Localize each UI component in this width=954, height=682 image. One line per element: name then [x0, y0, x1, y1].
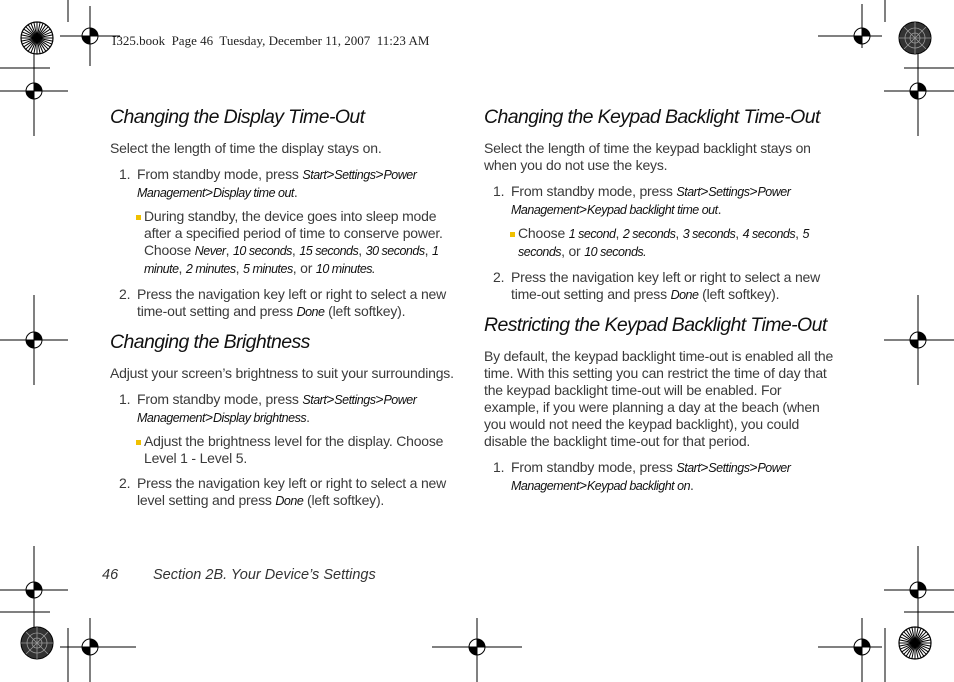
bullet-item: During standby, the device goes into sleep mode after a specified period of time to conserve power. Choose Never, 10 seconds, 15 seconds, 30 seconds, 1 minute, 2 minutes, 5 minutes, or 10 minutes. — [110, 208, 466, 278]
page-number: 46 — [102, 567, 119, 583]
intro-text: Select the length of time the display stays on. — [110, 140, 382, 156]
section-title-display-timeout: Changing the Display Time-Out — [110, 106, 365, 128]
bullet-item: Choose 1 second, 2 seconds, 3 seconds, 4 seconds, 5 seconds, or 10 seconds. — [484, 225, 840, 261]
section-title-brightness: Changing the Brightness — [110, 331, 310, 353]
print-header: I325.book Page 46 Tuesday, December 11, 2007 11:23 AM — [112, 33, 430, 48]
bullet-square-icon — [136, 215, 141, 220]
step-1: 1. From standby mode, press Start>Settings>Power Management>Keypad backlight on. — [493, 459, 791, 493]
section-title-keypad-backlight-timeout: Changing the Keypad Backlight Time-Out — [484, 106, 820, 128]
step-2: 2. Press the navigation key left or right to select a new level setting and press Done (left softkey). — [119, 475, 447, 508]
intro-text: Select the length of time the keypad backlight stays on when you do not use the keys. — [484, 140, 811, 173]
step-2: 2. Press the navigation key left or right to select a new time-out setting and press Done (left softkey). — [493, 269, 821, 302]
bullet-item: Adjust the brightness level for the display. Choose Level 1 - Level 5. — [110, 433, 466, 467]
step-1: 1. From standby mode, press Start>Settings>Power Management>Display time out. — [119, 166, 417, 200]
step-1: 1. From standby mode, press Start>Settings>Power Management>Keypad backlight time out. — [493, 183, 791, 217]
right-column — [484, 104, 840, 503]
step-2: 2. Press the navigation key left or right to select a new time-out setting and press Done (left softkey). — [119, 286, 447, 319]
intro-text: Adjust your screen’s brightness to suit your surroundings. — [110, 365, 454, 381]
step-1: 1. From standby mode, press Start>Settings>Power Management>Display brightness. — [119, 391, 417, 425]
bullet-square-icon — [510, 232, 515, 237]
bullet-square-icon — [136, 440, 141, 445]
footer-section-title: Section 2B. Your Device’s Settings — [153, 567, 376, 583]
section-title-restricting-backlight: Restricting the Keypad Backlight Time-Out — [484, 314, 827, 336]
left-column — [110, 104, 466, 518]
intro-text: By default, the keypad backlight time-out is enabled all the time. With this setting you can restrict the time of day that the keypad backlight time-out will be enabled. For example, if you were planning a day at the beach (when you would not need the keypad backlight), you could disable the backlight time-out for that period. — [484, 348, 834, 449]
